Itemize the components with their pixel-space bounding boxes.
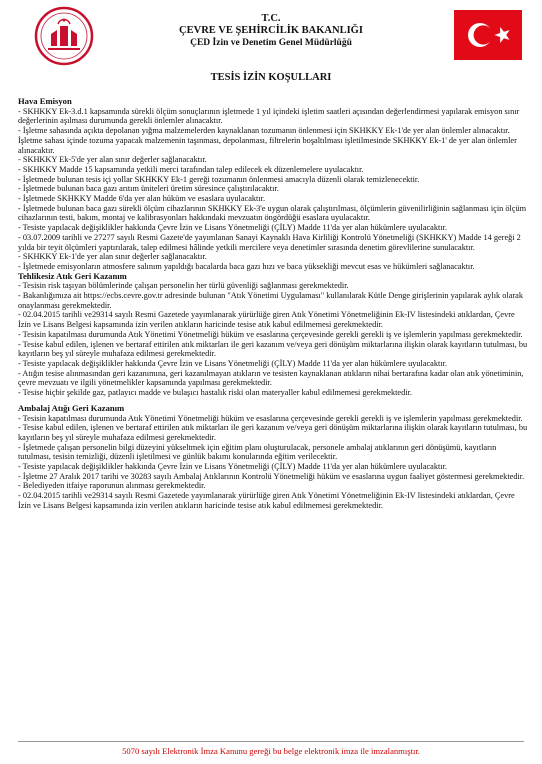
- list-item: - İşletmede bulunan baca gazı arıtım üniteleri üretim süresince çalıştırılacaktır.: [18, 184, 279, 194]
- section-heading-non-hazardous-waste: Tehlikesiz Atık Geri Kazanım: [18, 270, 127, 281]
- list-item: - İşletmede bulunan baca gazı sürekli ölçüm cihazlarının SKHKKY Ek-3'e uygun olarak çalıştırılması, ölçümlerin güvenilirliğinin sağlanması için ölçüm cihazlarının testi, bakım, montaj ve kalibrasyonları hakkındaki mevzuatın öngördüğü esaslara uyulacaktır.: [18, 203, 527, 223]
- list-item: - 02.04.2015 tarihli ve29314 sayılı Resmi Gazetede yayımlanarak yürürlüğe giren Atık Yönetimi Yönetmeliğinin Ek-IV listesindeki atıklardan, Çevre İzin ve Lisans Belgesi kapsamında izin verilen atıkların haricinde tesise atık kabul edilmemesi gerekmektedir.: [18, 491, 515, 510]
- list-item: - Tesisin risk taşıyan bölümlerinde çalışan personelin her türlü güvenliği sağlanması gerekmektedir.: [18, 281, 349, 291]
- list-item: - Tesiste yapılacak değişiklikler hakkında Çevre İzin ve Lisans Yönetmeliği (ÇİLY) Madde 11'da yer alan hükümlere uyulacaktır.: [18, 223, 448, 233]
- list-item: - SKHKKY Madde 15 kapsamında yetkili merci tarafından talep edilecek ek düzenlemelere uyulacaktır.: [18, 164, 364, 174]
- list-item: - SKHKKY Ek-1'de yer alan sınır değerler sağlanacaktır.: [18, 252, 207, 262]
- list-item: - Tesiste yapılacak değişiklikler hakkında Çevre İzin ve Lisans Yönetmeliği (ÇİLY) Madde 11'da yer alan hükümlere uyulacaktır.: [18, 358, 448, 368]
- list-item: - Belediyeden itfaiye raporunun alınması gerekmektedir.: [18, 481, 206, 491]
- e-signature-note: 5070 sayılı Elektronik İmza Kanunu gereği bu belge elektronik imza ile imzalanmıştır.: [122, 746, 420, 756]
- list-item: - Bakanlığımıza ait https://ecbs.cevre.gov.tr adresinde bulunan "Atık Yönetimi Uygulaması" kullanılarak Kütle Denge girişlerinin yapılarak aylık olarak onaylanması gerekmektedir.: [18, 291, 523, 310]
- list-item: - 03.07.2009 tarihli ve 27277 sayılı Resmi Gazete'de yayımlanan Sanayi Kaynaklı Hava Kirliliği Kontrolü Yönetmeliği (SKHKKY) Madde 14 gereği 2 yılda bir teyit ölçümleri yaptırılarak, talep edilmesi hâlinde yetkili mercilere veya denetimler sırasında denetim görevlilerine sunulacaktır.: [18, 232, 521, 252]
- list-item: - İşletmede bulunan tesis içi yollar SKHKKY Ek-1 gereği tozumanın önlenmesi amacıyla düzenli olarak temizlenecektir.: [18, 174, 420, 184]
- list-item: - İşletmede emisyonların atmosfere salınım yapıldığı bacalarda baca gazı hızı ve baca yüksekliği mevcut esas ve hükümleri sağlanacaktır.: [18, 261, 475, 271]
- list-item: - Tesise kabul edilen, işlenen ve bertaraf ettirilen atık miktarları ile geri kazanım ve/veya geri dönüşüm miktarlarına ilişkin olarak kayıtların tutulması, bu kayıtların beş yıl süreyle muhafaza edilmesi gerekmektedir.: [18, 339, 528, 359]
- list-item: - İşletme 27 Aralık 2017 tarihi ve 30283 sayılı Ambalaj Atıklarının Kontrolü Yönetmeliği hüküm ve esaslarına uygun faaliyet göstermesi gerekmektedir.: [18, 471, 525, 481]
- list-item: - İşletme sahasında açıkta depolanan yığma malzemelerden kaynaklanan tozumanın önlenmesi için SKHKKY Ek-1'de yer alan önlemler alınacaktır. İşletme sahası içinde tozuma yapacak malzemenin taşınması, depolanması, filtrelerin boşaltılması işletilmesinde SKHKKY Ek-1' de yer alan önlemler alınacaktır.: [18, 126, 517, 155]
- turkish-flag-icon: [454, 10, 522, 60]
- list-item: - SKHKKY Ek-5'de yer alan sınır değerler sağlanacaktır.: [18, 155, 207, 165]
- section-heading-air-emission: Hava Emisyon: [18, 96, 72, 106]
- org-line-2: ÇEVRE VE ŞEHİRCİLİK BAKANLIĞI: [179, 25, 363, 36]
- list-item: - Atığın tesise alınmasından geri kazanımına, geri kazanılmayan atıkların ve tesisten kaynaklanan atıkların nihai bertarafına kadar olan atık yönetiminin, çevre mevzuatı ve ilgili yönetmelikler kapsamında yapılması gerekmektedir.: [18, 368, 524, 388]
- document-title: TESİS İZİN KOŞULLARI: [210, 72, 332, 83]
- list-item: - Tesiste yapılacak değişiklikler hakkında Çevre İzin ve Lisans Yönetmeliği (ÇİLY) Madde 11'da yer alan hükümlere uyulacaktır.: [18, 462, 448, 472]
- list-item: - Tesisin kapatılması durumunda Atık Yönetimi Yönetmeliği hüküm ve esaslarına çerçevesinde gerekli gerekli iş ve işlemlerin yapılması gerekmektedir.: [18, 413, 523, 423]
- org-line-1: T.C.: [261, 13, 281, 24]
- list-item: - Tesisin kapatılması durumunda Atık Yönetimi Yönetmeliği hüküm ve esaslarına çerçevesinde gerekli gerekli iş ve işlemlerin yapılması gerekmektedir.: [18, 329, 523, 339]
- section-heading-packaging-waste: Ambalaj Atığı Geri Kazanım: [18, 402, 125, 413]
- list-item: - İşletmede SKHKKY Madde 6'da yer alan hüküm ve esaslara uyulacaktır.: [18, 194, 266, 204]
- list-item: - İşletmede çalışan personelin bilgi düzeyini yükseltmek için eğitim planı oluşturulacak, personele ambalaj atıklarının geri dönüşümü, kayıtların tutulması, tesisin temizliği, düzenli işletilmesi ve günlük bakımı konularında eğitim verilecektir.: [18, 442, 497, 462]
- footer-divider: [18, 741, 524, 742]
- permit-conditions: [18, 97, 528, 511]
- list-item: - Tesise kabul edilen, işlenen ve bertaraf ettirilen atık miktarları ile geri kazanım ve/veya geri dönüşüm miktarlarına ilişkin olarak kayıtların tutulması, bu kayıtların beş yıl süreyle muhafaza edilmesi gerekmektedir.: [18, 423, 528, 442]
- list-item: - Tesise hiçbir şekilde gaz, patlayıcı madde ve bulaşıcı hastalık riski olan materyaller kabul edilmemesi gerekmektedir.: [18, 388, 412, 398]
- list-item: - 02.04.2015 tarihli ve29314 sayılı Resmi Gazetede yayımlanarak yürürlüğe giren Atık Yönetimi Yönetmeliğinin Ek-IV listesindeki atıklardan, Çevre İzin ve Lisans Belgesi kapsamında izin verilen atıkların haricinde tesise atık kabul edilmemesi gerekmektedir.: [18, 310, 515, 330]
- list-item: - SKHKKY Ek-3.d.1 kapsamında sürekli ölçüm sonuçlarının işletmede 1 yıl içindeki işletim saatleri açısından değerlendirmesi yapılarak emisyon sınır değerlerinin aşılması durumunda gerekli önlemler alınacaktır.: [18, 106, 520, 126]
- org-line-3: ÇED İzin ve Denetim Genel Müdürlüğü: [190, 38, 352, 48]
